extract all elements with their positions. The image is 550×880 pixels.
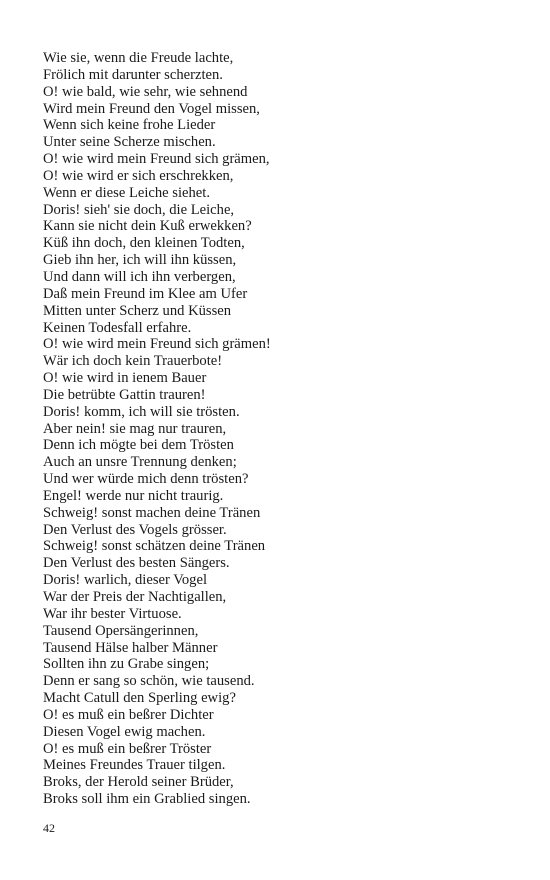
poem-line: Und wer würde mich denn trösten? — [43, 471, 249, 488]
poem-line: O! wie wird mein Freund sich grämen! — [43, 336, 271, 353]
poem-line: Gieb ihn her, ich will ihn küssen, — [43, 252, 237, 269]
poem-line: Broks soll ihm ein Grablied singen. — [43, 791, 251, 808]
poem-line: O! wie wird in ienem Bauer — [43, 370, 207, 387]
poem-line: War der Preis der Nachtigallen, — [43, 589, 227, 605]
poem-line: Unter seine Scherze mischen. — [43, 134, 216, 151]
poem-line: Wie sie, wenn die Freude lachte, — [43, 50, 234, 66]
poem-line: Doris! warlich, dieser Vogel — [43, 572, 208, 589]
poem-line: Denn er sang so schön, wie tausend. — [43, 673, 255, 690]
poem-line: Schweig! sonst schätzen deine Tränen — [43, 538, 266, 555]
poem-line: Küß ihn doch, den kleinen Todten, — [43, 235, 245, 252]
poem-line: Wenn er diese Leiche siehet. — [43, 184, 210, 201]
poem-line: Frölich mit darunter scherzten. — [43, 66, 223, 83]
poem-line: Wär ich doch kein Trauerbote! — [43, 353, 223, 370]
poem-line: Diesen Vogel ewig machen. — [43, 723, 206, 740]
poem-line: O! es muß ein beßrer Dichter — [43, 706, 214, 723]
poem-line: Aber nein! sie mag nur trauren, — [43, 420, 227, 437]
poem-line: Macht Catull den Sperling ewig? — [43, 690, 236, 707]
poem-line: Den Verlust des Vogels grösser. — [43, 521, 227, 538]
page-number: 42 — [43, 821, 55, 835]
poem-line: Keinen Todesfall erfahre. — [43, 319, 192, 336]
poem-line: Engel! werde nur nicht traurig. — [43, 487, 224, 504]
poem-line: Broks, der Herold seiner Brüder, — [43, 774, 234, 791]
poem-line: Auch an unsre Trennung denken; — [43, 454, 237, 471]
poem-line: Den Verlust des besten Sängers. — [43, 555, 230, 572]
poem-line: O! wie wird mein Freund sich grämen, — [43, 151, 270, 168]
poem-line: War ihr bester Virtuose. — [43, 605, 182, 622]
poem-line: Kann sie nicht dein Kuß erwekken? — [43, 218, 252, 235]
poem-line: Wenn sich keine frohe Lieder — [43, 117, 216, 134]
poem-line: Doris! komm, ich will sie trösten. — [43, 403, 240, 420]
poem-line: Die betrübte Gattin trauren! — [43, 386, 206, 403]
poem-text — [43, 50, 271, 808]
poem-line: Mitten unter Scherz und Küssen — [43, 302, 232, 319]
poem-line: O! wie bald, wie sehr, wie sehnend — [43, 83, 248, 100]
poem-line: Sollten ihn zu Grabe singen; — [43, 656, 210, 673]
poem-line: Schweig! sonst machen deine Tränen — [43, 504, 261, 521]
poem-line: Tausend Hälse halber Männer — [43, 639, 218, 656]
poem-line: Tausend Opersängerinnen, — [43, 622, 199, 639]
poem-line: Denn ich mögte bei dem Trösten — [43, 437, 234, 454]
poem-line: O! wie wird er sich erschrekken, — [43, 167, 234, 184]
poem-line: Und dann will ich ihn verbergen, — [43, 268, 236, 285]
poem-line: Meines Freundes Trauer tilgen. — [43, 757, 226, 774]
poem-line: O! es muß ein beßrer Tröster — [43, 740, 212, 757]
poem-line: Wird mein Freund den Vogel missen, — [43, 100, 260, 117]
poem-line: Daß mein Freund im Klee am Ufer — [43, 285, 248, 302]
poem-line: Doris! sieh' sie doch, die Leiche, — [43, 201, 235, 218]
